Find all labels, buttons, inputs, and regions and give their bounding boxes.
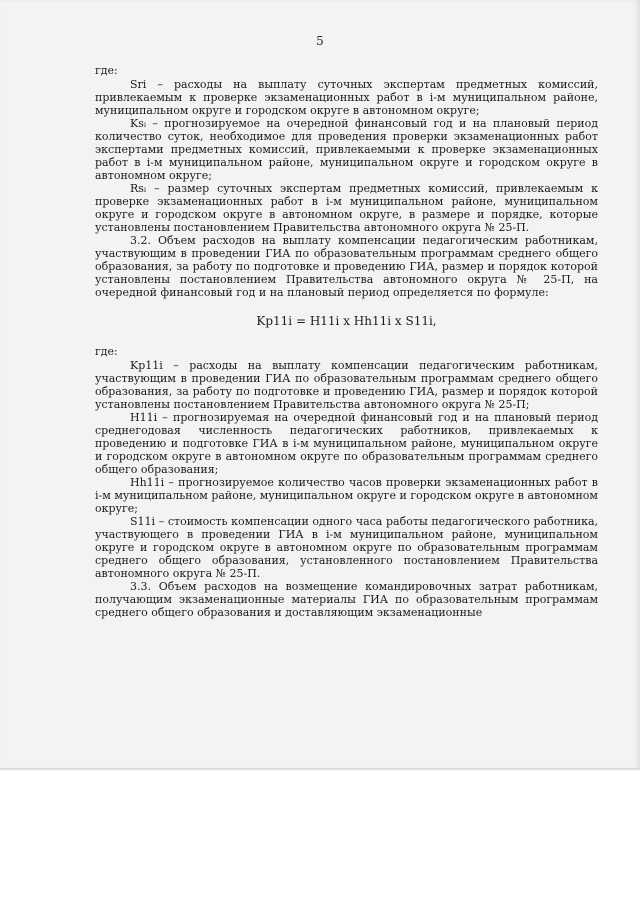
page-edge	[0, 768, 640, 771]
paragraph-rs-definition: Rsᵢ – размер суточных экспертам предметных комиссий, привлекаемым к проверке экзаменационных работ в i-м муниципальном районе, муниципальном округе и городском округе в автономном округе, в размере и порядке, которые установлены постановлением Правительства автономного округа № 25-П.	[95, 182, 598, 234]
paragraph-where: где:	[95, 64, 118, 77]
paragraph-hh11i-definition: Hh11i – прогнозируемое количество часов проверки экзаменационных работ в i-м муниципальном районе, муниципальном округе и городском округе в автономном округе;	[95, 476, 598, 515]
paragraph-section-3-2: 3.2. Объем расходов на выплату компенсации педагогическим работникам, участвующим в проведении ГИА по образовательным программам среднего общего образования, за работу по подготовке и проведению ГИА, размер и порядок которой установлены постановлением Правительства автономного округа № 25-П, на очередной финансовый год и на плановый период определяется по формуле:	[95, 234, 598, 299]
document-body	[95, 64, 598, 619]
paragraph-section-3-3: 3.3. Объем расходов на возмещение командировочных затрат работникам, получающим экзаменационные материалы ГИА по образовательным программам среднего общего образования и доставляющим экзаменационные	[95, 580, 598, 619]
paragraph-ks-definition: Ksᵢ – прогнозируемое на очередной финансовый год и на плановый период количество суток, необходимое для проведения проверки экзаменационных работ экспертами предметных комиссий, привлекаемыми к проверке экзаменационных работ в i-м муниципальном районе, муниципальном округе и городском округе в автономном округе;	[95, 117, 598, 182]
formula-kp11i: Kp11i = H11i x Hh11i x S11i,	[256, 314, 437, 328]
paragraph-s11i-definition: S11i – стоимость компенсации одного часа работы педагогического работника, участвующего в проведении ГИА в i-м муниципальном районе, муниципальном округе и городском округе в автономном округе по образовательным программам среднего общего образования, установленного постановлением Правительства автономного округа № 25-П.	[95, 515, 598, 580]
paragraph-where-2: где:	[95, 345, 118, 358]
paragraph-kp11i-definition: Kp11i – расходы на выплату компенсации педагогическим работникам, участвующим в проведении ГИА по образовательным программам среднего общего образования, за работу по подготовке и проведению ГИА, размер и порядок которой установлены постановлением Правительства автономного округа № 25-П;	[95, 359, 598, 411]
paragraph-h11i-definition: H11i – прогнозируемая на очередной финансовый год и на плановый период среднегодовая численность педагогических работников, привлекаемых к проведению и подготовке ГИА в i-м муниципальном районе, муниципальном округе и городском округе в автономном округе по образовательным программам среднего общего образования;	[95, 411, 598, 476]
page-number: 5	[316, 34, 324, 48]
paragraph-sri-definition: Sri – расходы на выплату суточных экспертам предметных комиссий, привлекаемым к проверке экзаменационных работ в i-м муниципальном районе, муниципальном округе и городском округе в автономном округе;	[95, 78, 598, 117]
